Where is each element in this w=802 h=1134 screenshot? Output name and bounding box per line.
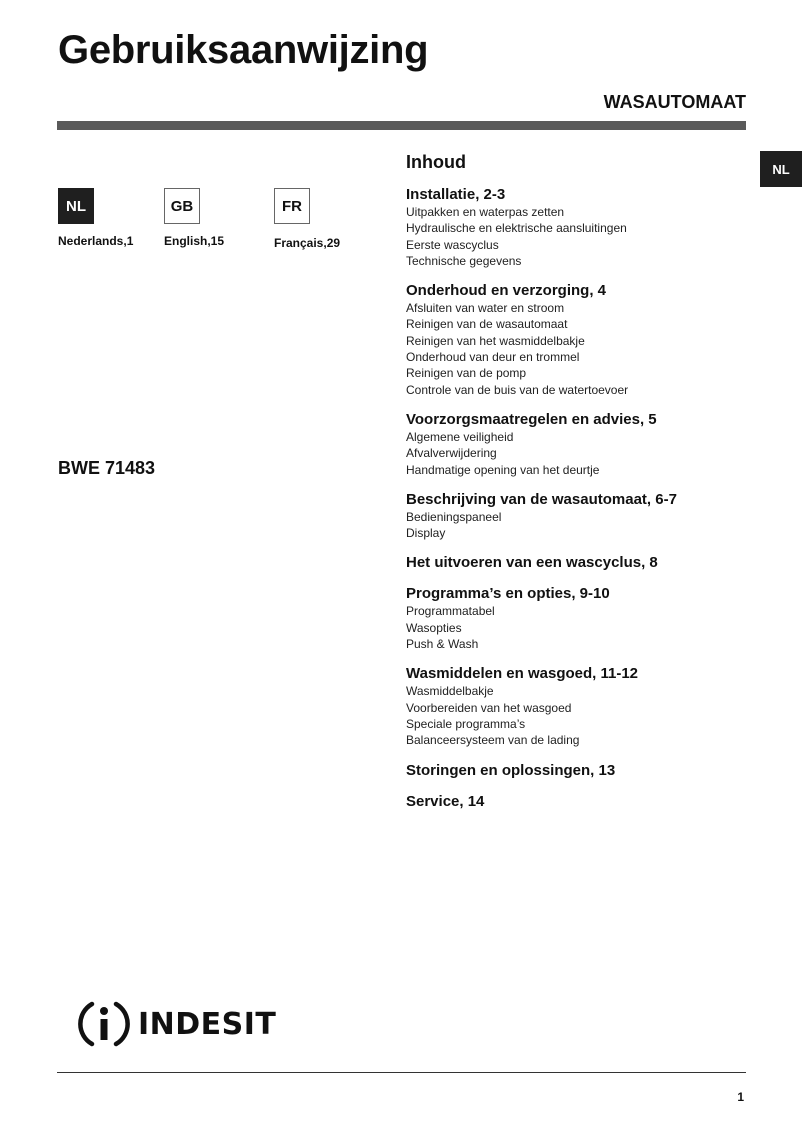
language-box-fr[interactable]: FR	[274, 188, 310, 224]
language-label-nl: Nederlands,1	[58, 234, 134, 248]
language-box-gb[interactable]: GB	[164, 188, 200, 224]
toc-section	[406, 411, 766, 478]
header-divider	[57, 121, 746, 130]
toc-item[interactable]: Wasopties	[406, 620, 462, 635]
page-number: 1	[737, 1090, 744, 1104]
language-box-nl[interactable]: NL	[58, 188, 94, 224]
toc-item[interactable]: Reinigen van het wasmiddelbakje	[406, 333, 585, 348]
toc-item[interactable]: Uitpakken en waterpas zetten	[406, 205, 565, 219]
toc-item[interactable]: Voorbereiden van het wasgoed	[406, 700, 572, 715]
indesit-logo	[78, 998, 276, 1050]
toc-item[interactable]: Bedieningspaneel	[406, 509, 502, 524]
footer-divider	[57, 1072, 746, 1073]
toc-section	[406, 282, 766, 398]
toc-section-title[interactable]: Installatie, 2-3	[406, 186, 506, 203]
toc-section-title[interactable]: Wasmiddelen en wasgoed, 11-12	[406, 665, 639, 683]
toc-section	[406, 491, 766, 542]
toc-section-title[interactable]: Programma’s en opties, 9-10	[406, 585, 610, 603]
toc-item[interactable]: Hydraulische en elektrische aansluitingen	[406, 221, 627, 236]
toc-item[interactable]: Display	[406, 526, 446, 541]
table-of-contents	[406, 152, 766, 824]
toc-section	[406, 762, 766, 780]
toc-item[interactable]: Push & Wash	[406, 637, 479, 652]
toc-item[interactable]: Eerste wascyclus	[406, 237, 499, 252]
toc-item[interactable]: Programmatabel	[406, 604, 495, 619]
toc-item[interactable]: Algemene veiligheid	[406, 429, 514, 444]
toc-section-title[interactable]: Storingen en oplossingen, 13	[406, 761, 616, 779]
side-language-tab: NL	[760, 151, 802, 187]
toc-item[interactable]: Afsluiten van water en stroom	[406, 301, 565, 316]
toc-item[interactable]: Controle van de buis van de watertoevoer	[406, 382, 629, 397]
toc-sections	[406, 186, 766, 811]
toc-section-title[interactable]: Beschrijving van de wasautomaat, 6-7	[406, 490, 677, 508]
toc-heading: Inhoud	[406, 152, 466, 172]
toc-section	[406, 186, 766, 269]
toc-item[interactable]: Afvalverwijdering	[406, 446, 497, 461]
toc-item[interactable]: Reinigen van de wasautomaat	[406, 317, 568, 332]
toc-section	[406, 665, 766, 748]
brand-name: INDESIT	[138, 1006, 277, 1042]
toc-section	[406, 793, 766, 811]
language-label-gb: English,15	[164, 234, 225, 248]
toc-section-title[interactable]: Voorzorgsmaatregelen en advies, 5	[406, 410, 657, 428]
toc-section-title[interactable]: Onderhoud en verzorging, 4	[406, 282, 607, 300]
toc-item[interactable]: Balanceersysteem van de lading	[406, 733, 580, 748]
toc-section	[406, 554, 766, 572]
toc-section	[406, 585, 766, 652]
toc-item[interactable]: Speciale programma’s	[406, 716, 526, 731]
toc-section-title[interactable]: Service, 14	[406, 792, 485, 810]
document-title: Gebruiksaanwijzing	[58, 28, 429, 72]
indesit-i-logo-icon	[78, 998, 130, 1050]
model-number: BWE 71483	[58, 458, 156, 478]
document-subtitle: WASAUTOMAAT	[603, 92, 746, 112]
toc-item[interactable]: Onderhoud van deur en trommel	[406, 350, 580, 365]
toc-item[interactable]: Reinigen van de pomp	[406, 366, 527, 381]
toc-item[interactable]: Technische gegevens	[406, 253, 522, 268]
toc-item[interactable]: Handmatige opening van het deurtje	[406, 462, 600, 477]
toc-item[interactable]: Wasmiddelbakje	[406, 684, 494, 699]
toc-section-title[interactable]: Het uitvoeren van een wascyclus, 8	[406, 554, 658, 572]
language-label-fr: Français,29	[274, 236, 341, 250]
